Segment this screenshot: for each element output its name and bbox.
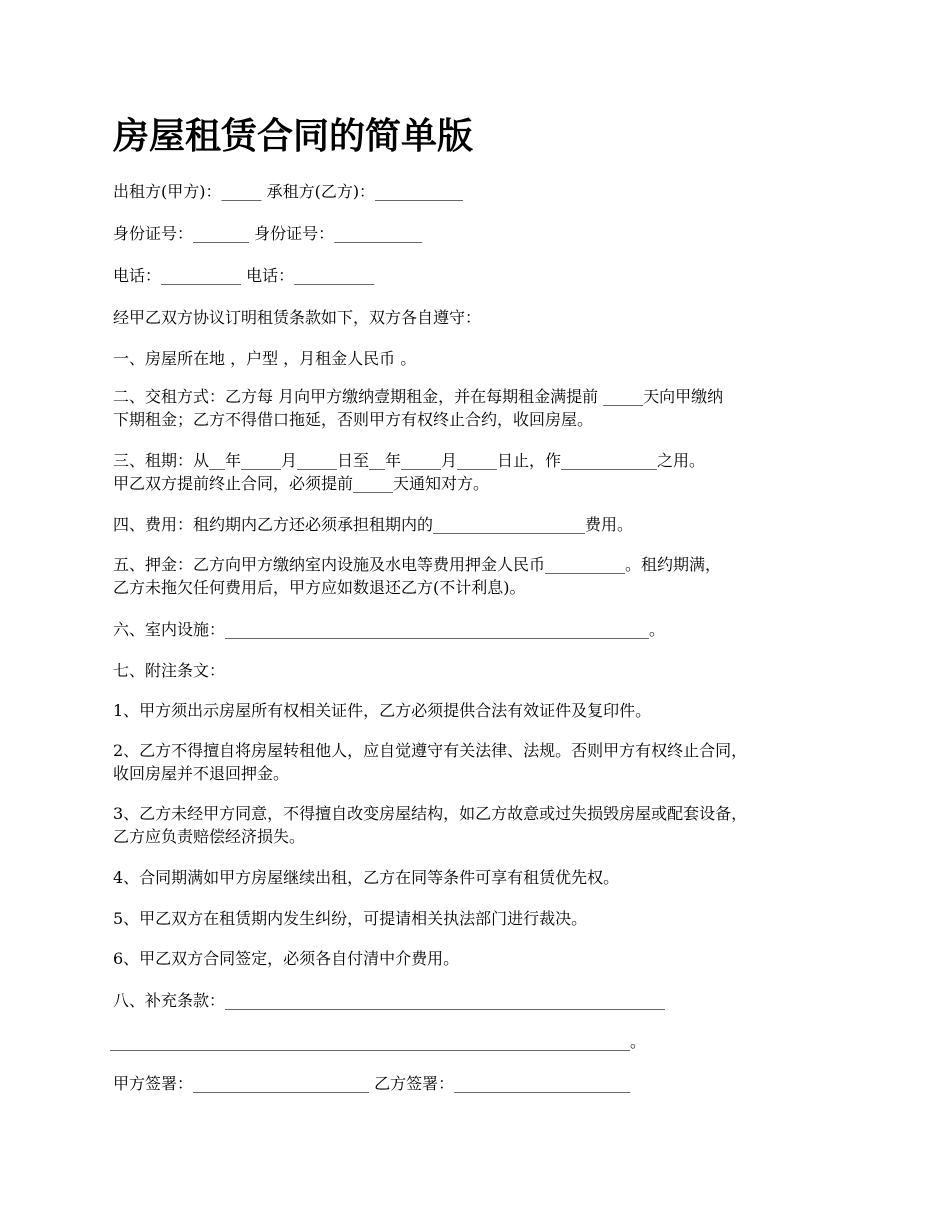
text-line: 三、租期：从__年_____月_____日至__年_____月_____日止，作____________之用。	[113, 451, 706, 470]
text-line: 收回房屋并不退回押金。	[113, 764, 290, 783]
text-line: 出租方(甲方)：_____ 承租方(乙方)：___________	[113, 182, 464, 201]
signature-line	[113, 1072, 843, 1095]
text-line: 2、乙方不得擅自将房屋转租他人，应自觉遵守有关法律、法规。否则甲方有权终止合同，	[113, 741, 748, 760]
text-line: 一、房屋所在地 ，户型 ，月租金人民币 。	[113, 349, 417, 368]
phone-line	[113, 264, 843, 287]
text-line: 乙方未拖欠任何费用后，甲方应如数退还乙方(不计利息)。	[113, 578, 526, 597]
text-line: 经甲乙双方协议订明租赁条款如下，双方各自遵守：	[113, 308, 482, 327]
text-line: 下期租金；乙方不得借口拖延，否则甲方有权终止合约，收回房屋。	[113, 410, 594, 429]
text-line: 六、室内设施：_____________________________________________________。	[113, 620, 666, 639]
clause-2-payment	[113, 385, 843, 431]
note-2	[113, 739, 843, 785]
text-line: 甲乙双方提前终止合同，必须提前_____天通知对方。	[113, 474, 490, 493]
note-4	[113, 866, 843, 889]
text-line: 6、甲乙双方合同签定，必须各自付清中介费用。	[113, 949, 460, 968]
text-line: 1、甲方须出示房屋所有权相关证件，乙方必须提供合法有效证件及复印件。	[113, 701, 652, 720]
text-line: 4、合同期满如甲方房屋继续出租，乙方在同等条件可享有租赁优先权。	[113, 868, 620, 887]
clause-5-deposit	[113, 553, 843, 599]
clause-3-term	[113, 449, 843, 495]
note-5	[113, 907, 843, 930]
supplement-continuation	[110, 1030, 840, 1053]
text-line: 电话：__________ 电话：__________	[113, 266, 375, 285]
text-line: 身份证号：_______ 身份证号：___________	[113, 224, 423, 243]
clause-1-property	[113, 347, 843, 370]
document-title: 房屋租赁合同的简单版	[113, 115, 474, 157]
id-number-line	[113, 222, 843, 245]
clause-4-fees	[113, 513, 843, 536]
text-line: 乙方应负责赔偿经济损失。	[113, 827, 306, 846]
clause-8-supplement	[113, 989, 843, 1012]
text-line: 二、交租方式：乙方每 月向甲方缴纳壹期租金，并在每期租金满提前 _____天向甲缴纳	[113, 387, 724, 406]
note-6	[113, 947, 843, 970]
text-line: 甲方签署：______________________ 乙方签署：______________________	[113, 1074, 631, 1093]
text-line: 七、附注条文：	[113, 661, 226, 680]
parties-line	[113, 180, 843, 203]
clause-7-heading	[113, 659, 843, 682]
note-1	[113, 699, 843, 722]
text-line: 四、费用：租约期内乙方还必须承担租期内的___________________费用。	[113, 515, 634, 534]
clause-6-facilities	[113, 618, 843, 641]
agreement-intro	[113, 306, 843, 329]
note-3	[113, 802, 843, 848]
text-line: _________________________________________________________________。	[110, 1032, 646, 1051]
text-line: 3、乙方未经甲方同意，不得擅自改变房屋结构，如乙方故意或过失损毁房屋或配套设备，	[113, 804, 748, 823]
text-line: 五、押金：乙方向甲方缴纳室内设施及水电等费用押金人民币__________。租约期满，	[113, 555, 722, 574]
text-line: 5、甲乙双方在租赁期内发生纠纷，可提请相关执法部门进行裁决。	[113, 909, 588, 928]
text-line: 八、补充条款：_______________________________________________________	[113, 991, 666, 1010]
